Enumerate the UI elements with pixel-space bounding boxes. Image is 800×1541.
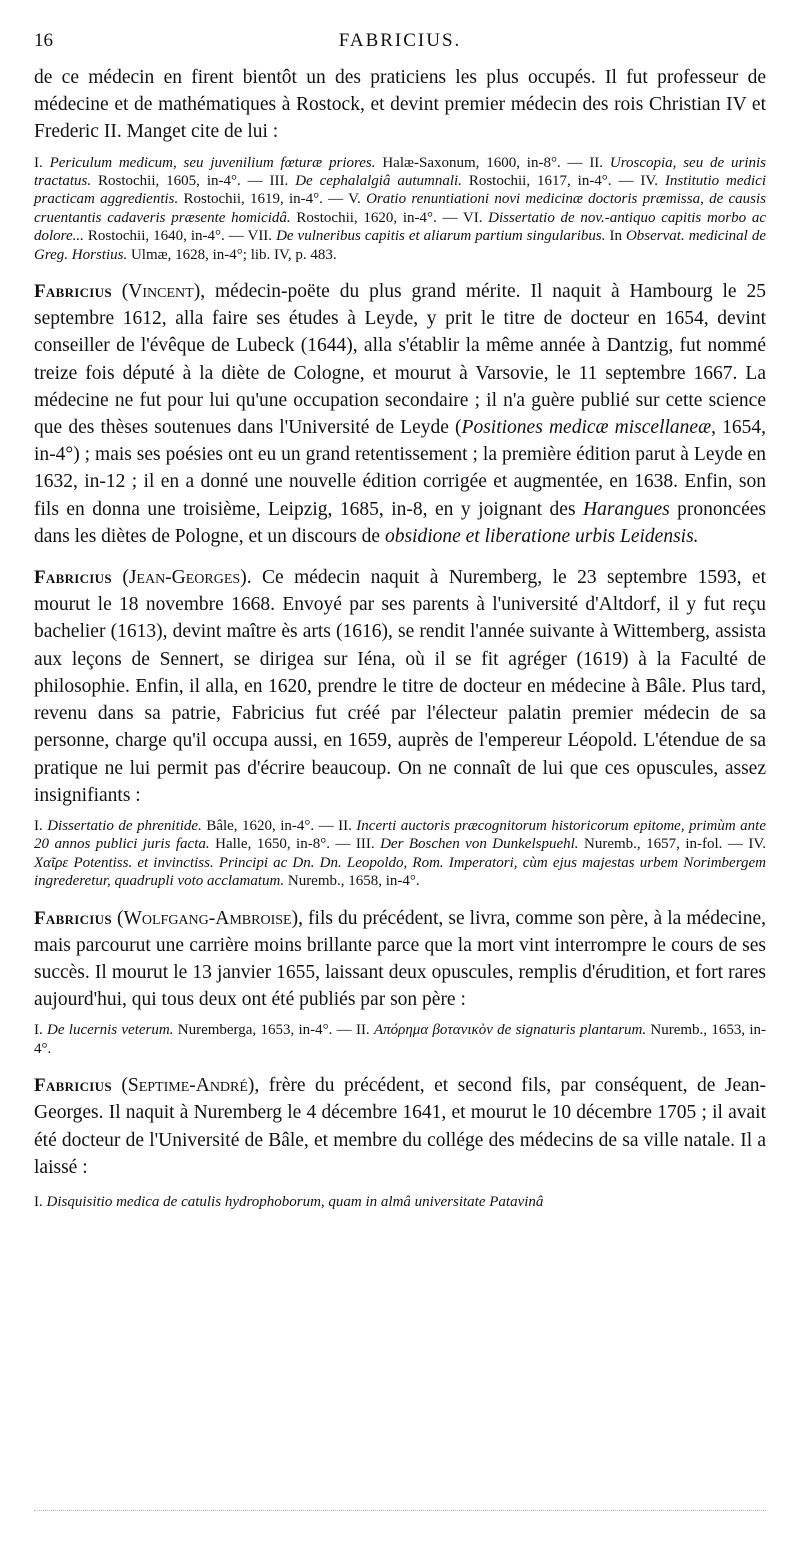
entry-wolfgang-text: Fabricius (Wolfgang-Ambroise), fils du précédent, se livra, comme son père, à la médecine, mais parcourut une carrière moins brillante parce que la mort vint interrompre le cours de ses succès. Il mourut le 13 janvier 1655, laissant deux opuscules, remplis d'érudition, et fort rares aujourd'hui, qui tous deux ont été publiés par son père : <box>34 907 766 1011</box>
entry-qualifier: (Vincent), <box>111 281 215 303</box>
entry-jean-georges-text: Fabricius (Jean-Georges). Ce médecin naquit à Nuremberg, le 23 septembre 1593, et mourut le 18 novembre 1668. Envoyé par ses parents à l'université d'Altdorf, il y fut reçu bachelier (1613), devint maître ès arts (1616), se rendit l'année suivante à Wittemberg, assista aux leçons de Sennert, se dirigea sur Iéna, où il se fit agréger (1619) à la Faculté de philosophie. Enfin, il alla, en 1620, prendre le titre de docteur en médecine à Bâle. Plus tard, revenu dans sa patrie, Fabricius fut créé par l'électeur palatin premier médecin de sa personne, charge qu'il occupa aussi, en 1659, auprès de l'empereur Léopold. L'étendue de sa pratique ne lui permit pas d'écrire beaucoup. On ne connaît de lui que ces opuscules, assez insignifiants : <box>34 567 766 806</box>
entry-qualifier: (Jean-Georges). <box>111 567 263 589</box>
entry-qualifier: (Wolfgang-Ambroise), <box>111 907 309 929</box>
entry-headword: Fabricius <box>34 1075 112 1097</box>
running-title: FABRICIUS. <box>338 30 462 51</box>
entry-septime-bibliography: I. Disquisitio medica de catulis hydrophoborum, quam in almâ universitate Patavinâ <box>34 1193 544 1210</box>
page-number: 16 <box>34 30 53 51</box>
entry-septime <box>34 1072 766 1212</box>
entry-vincent <box>34 278 766 550</box>
entry-headword: Fabricius <box>34 281 112 303</box>
entry-headword: Fabricius <box>34 567 112 589</box>
entry-jean-georges-bibliography: I. Dissertatio de phrenitide. Bâle, 1620, in-4°. — II. Incerti auctoris præcognitorum historicorum epitome, primùm ante 20 annos publici juris facta. Halle, 1650, in-8°. — III. Der Boschen von Dunkelspuehl. Nuremb., 1657, in-fol. — IV. Χαῖρε Potentiss. et invinctiss. Principi ac Dn. Dn. Leopoldo, Rom. Imperatori, cùm ejus majestas urbem Norimbergem ingrederetur, quadrupli voto acclamatum. Nuremb., 1658, in-4°. <box>34 817 767 890</box>
intro-paragraph: de ce médecin en firent bientôt un des praticiens les plus occupés. Il fut professeur de médecine et de mathématiques à Rostock, et devint premier médecin des rois Christian IV et Frederic II. Manget cite de lui : <box>34 67 766 143</box>
intro-bibliography: I. Periculum medicum, seu juvenilium fœturæ priores. Halæ-Saxonum, 1600, in-8°. — II. Uroscopia, seu de urinis tractatus. Rostochii, 1605, in-4°. — III. De cephalalgiâ autumnali. Rostochii, 1617, in-4°. — IV. Institutio medici practicam aggredientis. Rostochii, 1619, in-4°. — V. Oratio renuntiationi novi medicinæ doctoris præmissa, de causis cruentantis cadaveris præsente homicidâ. Rostochii, 1620, in-4°. — VI. Dissertatio de nov.-antiquo capitis morbo ac dolore... Rostochii, 1640, in-4°. — VII. De vulneribus capitis et aliarum partium singularibus. In Observat. medicinal de Greg. Horstius. Ulmæ, 1628, in-4°; lib. IV, p. 483. <box>34 154 767 263</box>
entry-septime-text: Fabricius (Septime-André), frère du précédent, et second fils, par conséquent, de Jean-Georges. Il naquit à Nuremberg le 4 décembre 1641, et mourut le 10 décembre 1705 ; il avait été docteur de l'Université de Bâle, et membre du collége des médecins de sa ville natale. Il a laissé : <box>34 1075 766 1178</box>
page-header <box>34 30 766 56</box>
entry-vincent-text: Fabricius (Vincent), médecin-poëte du plus grand mérite. Il naquit à Hambourg le 25 septembre 1612, alla faire ses études à Leyde, y prit le titre de docteur en 1654, devint conseiller de l'évêque de Lubeck (1644), alla s'établir la même année à Dantzig, fut nommé treize fois député à la diète de Cologne, et mourut à Varsovie, le 11 septembre 1667. La médecine ne fut pour lui qu'une occupation secondaire ; il n'a guère publié sur cette science que des thèses soutenues dans l'Université de Leyde (Positiones medicæ miscellaneæ, 1654, in-4°) ; mais ses poésies ont eu un grand retentissement ; la première édition parut à Leyde en 1632, in-12 ; il en a donné une nouvelle édition corrigée et augmentée, en 1638. Enfin, son fils en donna une troisième, Leipzig, 1685, in-8, en y joignant des Harangues prononcées dans les diètes de Pologne, et un discours de obsidione et liberatione urbis Leidensis. <box>34 281 767 547</box>
entry-wolfgang <box>34 905 766 1059</box>
bottom-dotted-rule <box>34 1510 766 1511</box>
entry-qualifier: (Septime-André), <box>111 1075 269 1097</box>
entry-jean-georges <box>34 564 766 890</box>
entry-headword: Fabricius <box>34 907 112 929</box>
document-page <box>34 30 766 1227</box>
entry-wolfgang-bibliography: I. De lucernis veterum. Nuremberga, 1653, in-4°. — II. Απόρημα βοτανικὸν de signaturis plantarum. Nuremb., 1653, in-4°. <box>34 1022 767 1057</box>
